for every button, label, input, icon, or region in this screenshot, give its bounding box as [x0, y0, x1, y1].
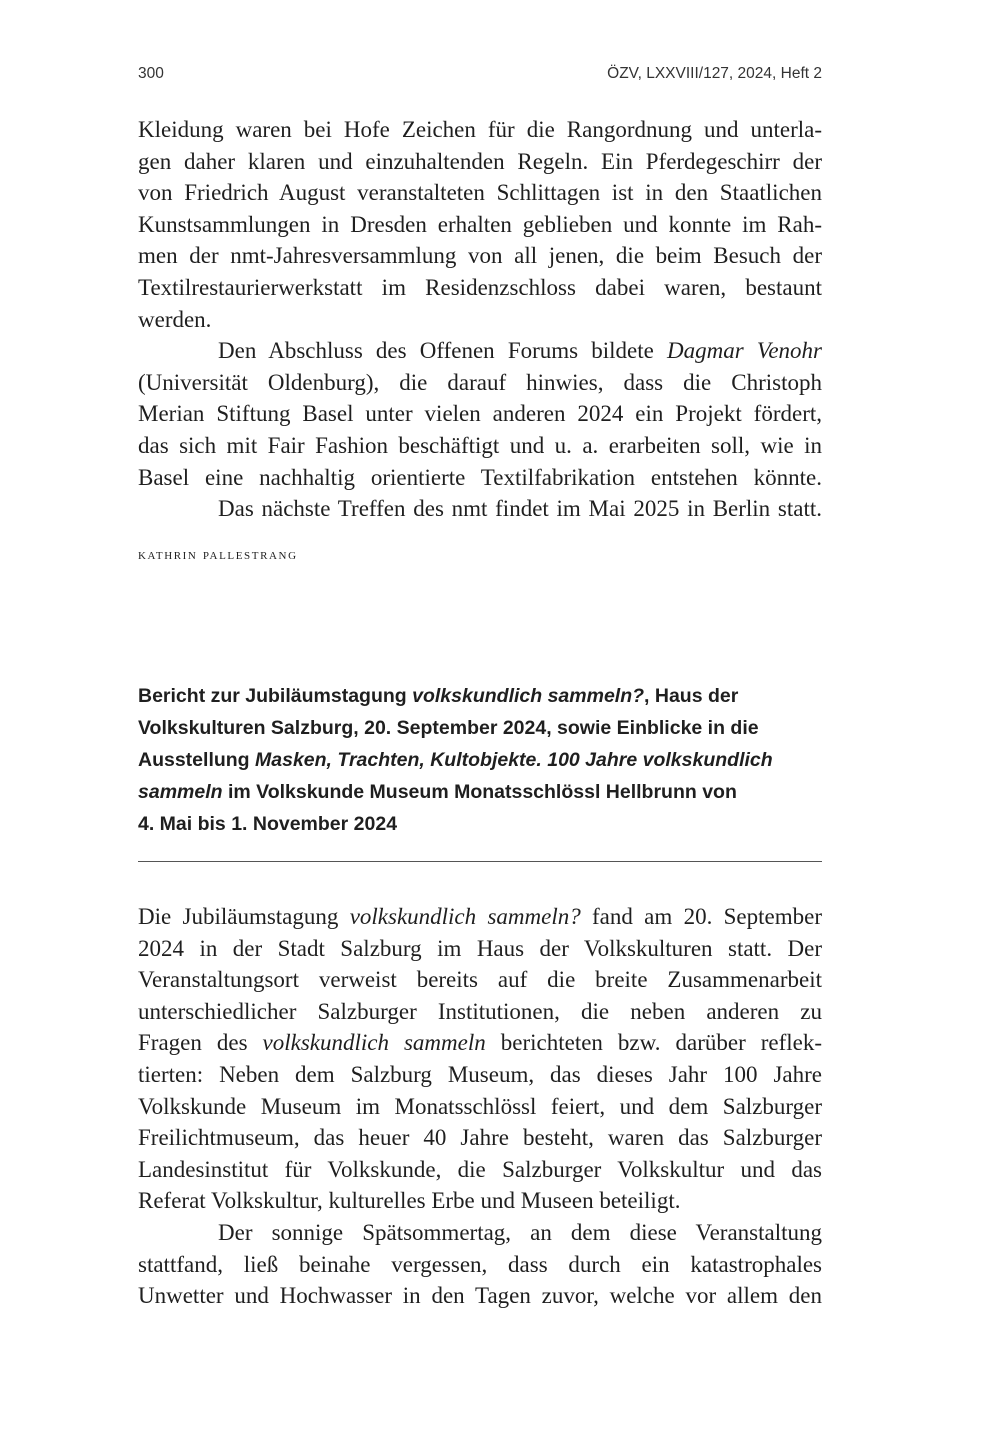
- text-line: [138, 367, 822, 399]
- text-line: [138, 1185, 822, 1217]
- text-run: stattfand, ließ beinahe vergessen, dass durch ein katastrophales: [138, 1251, 822, 1277]
- text-run: Kunstsammlungen in Dresden erhalten geblieben und konnte im Rah-: [138, 211, 822, 237]
- italic-text: sammeln: [138, 781, 223, 803]
- text-run: Volkskulturen Salzburg, 20. September 2024, sowie Einblicke in die: [138, 717, 759, 739]
- text-line: [138, 1027, 822, 1059]
- text-run: Veranstaltungsort verweist bereits auf die breite Zusammenarbeit: [138, 967, 822, 993]
- text-line: [138, 1280, 822, 1312]
- text-line: [138, 398, 822, 430]
- text-line: [138, 1249, 822, 1281]
- text-run: 4. Mai bis 1. November 2024: [138, 813, 398, 835]
- italic-text: Dagmar Venohr: [667, 338, 822, 364]
- text-run: , Haus der: [644, 685, 739, 707]
- text-run: Kleidung waren bei Hofe Zeichen für die Rangordnung und unterla-: [138, 117, 822, 142]
- section1-body: [138, 114, 822, 525]
- text-run: tierten: Neben dem Salzburg Museum, das dieses Jahr 100 Jahre: [138, 1061, 822, 1087]
- italic-text: Masken, Trachten, Kultobjekte. 100 Jahre volkskundlich: [255, 749, 773, 771]
- author-name: kathrin pallestrang: [138, 547, 298, 563]
- text-line: [138, 808, 838, 840]
- text-run: Landesinstitut für Volkskunde, die Salzburger Volkskultur und das: [138, 1156, 822, 1182]
- text-line: [138, 177, 822, 209]
- text-run: men der nmt-Jahresversammlung von all jenen, die beim Besuch der: [138, 243, 822, 269]
- text-run: Der sonnige Spätsommertag, an dem diese Veranstaltung: [218, 1219, 822, 1245]
- paragraph: [138, 1217, 822, 1312]
- text-line: [138, 430, 822, 462]
- text-line: [138, 493, 822, 525]
- text-line: [138, 964, 822, 996]
- text-line: [138, 1154, 822, 1186]
- text-line: [138, 996, 822, 1028]
- section2-body: [138, 901, 822, 1312]
- paragraph: [138, 335, 822, 493]
- text-line: [138, 933, 822, 965]
- paragraph: [138, 493, 822, 525]
- text-line: [138, 680, 838, 712]
- text-line: [138, 744, 838, 776]
- text-run: Bericht zur Jubiläumstagung: [138, 685, 413, 707]
- italic-text: volkskundlich sammeln?: [412, 685, 645, 707]
- text-run: Den Abschluss des Offenen Forums bildete: [218, 338, 668, 364]
- text-run: berichteten bzw. darüber reflek-: [485, 1030, 823, 1056]
- text-run: Merian Stiftung Basel unter vielen anderen 2024 ein Projekt fördert,: [138, 401, 822, 427]
- text-line: [138, 114, 822, 146]
- text-run: 2024 in der Stadt Salzburg im Haus der Volkskulturen statt. Der: [138, 935, 822, 961]
- text-run: Das nächste Treffen des nmt findet im Mai 2025 in Berlin statt.: [218, 496, 822, 522]
- text-line: [138, 146, 822, 178]
- text-line: [138, 209, 822, 241]
- text-line: [138, 1217, 822, 1249]
- text-run: von Friedrich August veranstalteten Schlittagen ist in den Staatlichen: [138, 180, 822, 206]
- text-line: [138, 712, 838, 744]
- running-head: ÖZV, LXXVIII/127, 2024, Heft 2: [607, 65, 822, 82]
- text-line: [138, 1091, 822, 1123]
- text-run: Textilrestaurierwerkstatt im Residenzschloss dabei waren, bestaunt: [138, 274, 822, 300]
- text-run: Referat Volkskultur, kulturelles Erbe und Museen beteiligt.: [138, 1188, 681, 1214]
- text-line: [138, 776, 838, 808]
- text-line: [138, 901, 822, 933]
- text-run: werden.: [138, 306, 212, 332]
- text-line: [138, 240, 822, 272]
- text-run: (Universität Oldenburg), die darauf hinwies, dass die Christoph: [138, 369, 822, 395]
- text-run: Basel eine nachhaltig orientierte Textilfabrikation entstehen könnte.: [138, 464, 822, 490]
- text-run: gen daher klaren und einzuhaltenden Regeln. Ein Pferdegeschirr der: [138, 148, 822, 174]
- text-run: im Volkskunde Museum Monatsschlössl Hellbrunn von: [222, 781, 737, 803]
- text-run: Fragen des: [138, 1030, 263, 1056]
- text-run: fand am 20. September: [580, 904, 822, 929]
- text-run: Volkskunde Museum im Monatsschlössl feiert, und dem Salzburger: [138, 1093, 822, 1119]
- text-run: Die Jubiläumstagung: [138, 904, 350, 929]
- article-heading: [138, 680, 838, 840]
- text-line: [138, 1059, 822, 1091]
- text-line: [138, 1122, 822, 1154]
- page-number: 300: [138, 65, 164, 82]
- heading-divider: [138, 861, 822, 862]
- italic-text: volkskundlich sammeln: [262, 1030, 486, 1056]
- paragraph: [138, 114, 822, 335]
- text-line: [138, 272, 822, 304]
- text-line: [138, 304, 822, 336]
- text-line: [138, 462, 822, 494]
- paragraph: [138, 901, 822, 1217]
- text-run: Freilichtmuseum, das heuer 40 Jahre besteht, waren das Salzburger: [138, 1125, 822, 1151]
- text-line: [138, 335, 822, 367]
- italic-text: volkskundlich sammeln?: [349, 904, 581, 929]
- text-run: das sich mit Fair Fashion beschäftigt und u. a. erarbeiten soll, wie in: [138, 432, 822, 458]
- text-run: Unwetter und Hochwasser in den Tagen zuvor, welche vor allem den: [138, 1283, 822, 1309]
- text-run: Ausstellung: [138, 749, 256, 771]
- text-run: unterschiedlicher Salzburger Institutionen, die neben anderen zu: [138, 998, 822, 1024]
